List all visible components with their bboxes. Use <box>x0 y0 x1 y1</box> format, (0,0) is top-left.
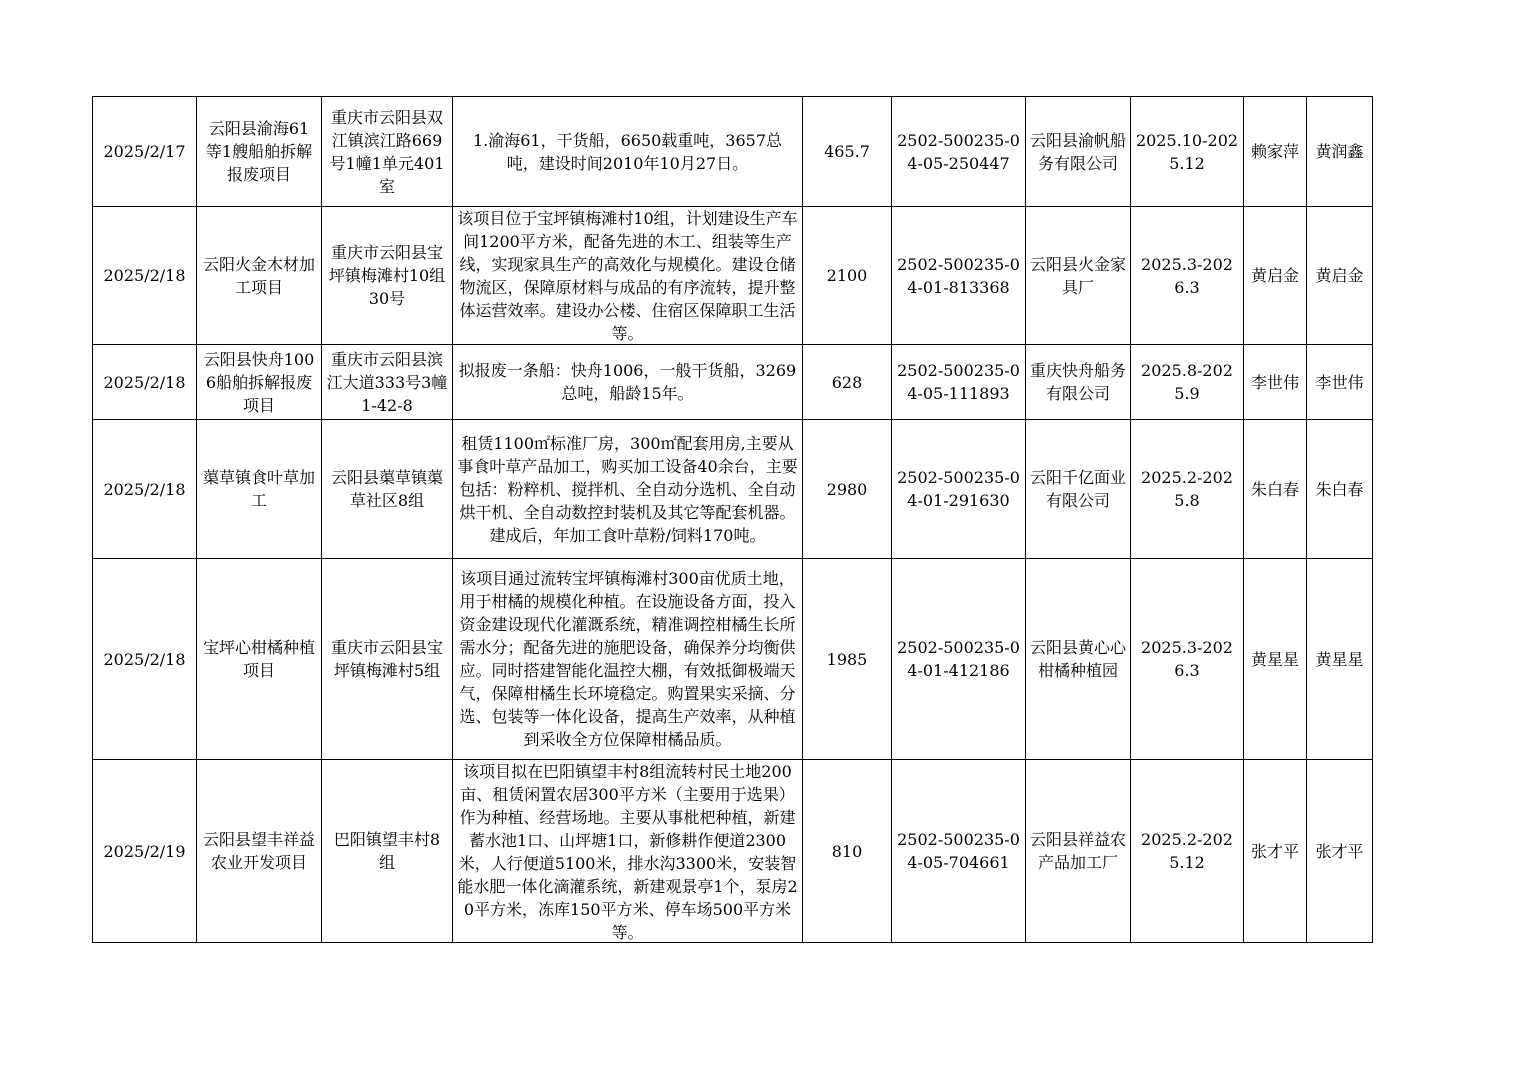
description-cell <box>453 345 803 420</box>
company-cell: 云阳千亿面业有限公司 <box>1026 420 1131 559</box>
date-cell: 2025/2/18 <box>93 345 197 420</box>
address-cell: 重庆市云阳县宝坪镇梅滩村5组 <box>322 559 453 760</box>
period-cell: 2025.2-2025.8 <box>1131 420 1244 559</box>
period-cell: 2025.8-2025.9 <box>1131 345 1244 420</box>
project-name-cell: 云阳县渝海61等1艘船舶拆解报废项目 <box>197 97 322 207</box>
table-row <box>93 207 1373 345</box>
investment-cell: 1985 <box>803 559 892 760</box>
investment-cell: 810 <box>803 760 892 943</box>
table-row <box>93 559 1373 760</box>
description-text: 该项目位于宝坪镇梅滩村10组，计划建设生产车间1200平方米，配备先进的木工、组装等生产线，实现家具生产的高效化与规模化。建设仓储物流区，保障原材料与成品的有序流转，提升整体运营效率。建设办公楼、住宿区保障职工生活等。 <box>457 209 798 343</box>
legal-person-cell: 黄星星 <box>1244 559 1307 760</box>
address-cell: 巴阳镇望丰村8组 <box>322 760 453 943</box>
period-cell: 2025.2-2025.12 <box>1131 760 1244 943</box>
address-cell: 云阳县蕖草镇蕖草社区8组 <box>322 420 453 559</box>
legal-person-cell: 赖家萍 <box>1244 97 1307 207</box>
description-text: 拟报废一条船：快舟1006，一般干货船，3269总吨，船龄15年。 <box>458 361 797 403</box>
contact-cell: 黄星星 <box>1307 559 1373 760</box>
description-cell <box>453 207 803 345</box>
description-text: 1.渝海61，干货船，6650载重吨，3657总吨，建设时间2010年10月27日。 <box>472 130 783 173</box>
legal-person-cell: 朱白春 <box>1244 420 1307 559</box>
legal-person-cell: 李世伟 <box>1244 345 1307 420</box>
description-cell <box>453 97 803 207</box>
investment-cell: 465.7 <box>803 97 892 207</box>
date-cell: 2025/2/18 <box>93 559 197 760</box>
project-code-cell: 2502-500235-04-05-704661 <box>892 760 1026 943</box>
date-cell: 2025/2/17 <box>93 97 197 207</box>
contact-cell: 张才平 <box>1307 760 1373 943</box>
date-cell: 2025/2/18 <box>93 420 197 559</box>
project-name-cell: 云阳火金木材加工项目 <box>197 207 322 345</box>
legal-person-cell: 张才平 <box>1244 760 1307 943</box>
period-cell: 2025.3-2026.3 <box>1131 559 1244 760</box>
project-name-cell: 云阳县快舟1006船舶拆解报废项目 <box>197 345 322 420</box>
description-cell <box>453 760 803 943</box>
company-cell: 云阳县火金家具厂 <box>1026 207 1131 345</box>
company-cell: 云阳县黄心心柑橘种植园 <box>1026 559 1131 760</box>
date-cell: 2025/2/19 <box>93 760 197 943</box>
table-row <box>93 420 1373 559</box>
legal-person-cell: 黄启金 <box>1244 207 1307 345</box>
project-code-cell: 2502-500235-04-01-813368 <box>892 207 1026 345</box>
project-name-cell: 宝坪心柑橘种植项目 <box>197 559 322 760</box>
project-code-cell: 2502-500235-04-01-291630 <box>892 420 1026 559</box>
description-cell <box>453 420 803 559</box>
description-text: 该项目拟在巴阳镇望丰村8组流转村民土地200亩、租赁闲置农居300平方米（主要用于选果）作为种植、经营场地。主要从事枇杷种植，新建蓄水池1口、山坪塘1口，新修耕作便道2300米，人行便道5100米，排水沟3300米，安装智能水肥一体化滴灌系统，新建观景亭1个，泵房20平方米，冻库150平方米、停车场500平方米等。 <box>457 762 798 942</box>
company-cell: 重庆快舟船务有限公司 <box>1026 345 1131 420</box>
table-row <box>93 760 1373 943</box>
description-text: 该项目通过流转宝坪镇梅滩村300亩优质土地，用于柑橘的规模化种植。在设施设备方面，投入资金建设现代化灌溉系统，精准调控柑橘生长所需水分；配备先进的施肥设备，确保养分均衡供应。同时搭建智能化温控大棚，有效抵御极端天气，保障柑橘生长环境稳定。购置果实采摘、分选、包装等一体化设备，提高生产效率，从种植到采收全方位保障柑橘品质。 <box>459 569 796 749</box>
address-cell: 重庆市云阳县宝坪镇梅滩村10组30号 <box>322 207 453 345</box>
company-cell: 云阳县渝帆船务有限公司 <box>1026 97 1131 207</box>
address-cell: 重庆市云阳县滨江大道333号3幢1-42-8 <box>322 345 453 420</box>
table-row <box>93 345 1373 420</box>
project-code-cell: 2502-500235-04-05-250447 <box>892 97 1026 207</box>
project-records-table <box>92 96 1373 943</box>
date-cell: 2025/2/18 <box>93 207 197 345</box>
contact-cell: 黄启金 <box>1307 207 1373 345</box>
address-cell: 重庆市云阳县双江镇滨江路669号1幢1单元401室 <box>322 97 453 207</box>
contact-cell: 李世伟 <box>1307 345 1373 420</box>
project-code-cell: 2502-500235-04-01-412186 <box>892 559 1026 760</box>
period-cell: 2025.10-2025.12 <box>1131 97 1244 207</box>
project-code-cell: 2502-500235-04-05-111893 <box>892 345 1026 420</box>
company-cell: 云阳县祥益农产品加工厂 <box>1026 760 1131 943</box>
table-row <box>93 97 1373 207</box>
investment-cell: 628 <box>803 345 892 420</box>
contact-cell: 朱白春 <box>1307 420 1373 559</box>
project-name-cell: 云阳县望丰祥益农业开发项目 <box>197 760 322 943</box>
period-cell: 2025.3-2026.3 <box>1131 207 1244 345</box>
investment-cell: 2980 <box>803 420 892 559</box>
contact-cell: 黄润鑫 <box>1307 97 1373 207</box>
description-cell <box>453 559 803 760</box>
project-name-cell: 蕖草镇食叶草加工 <box>197 420 322 559</box>
description-text: 租赁1100㎡标准厂房，300㎡配套用房,主要从事食叶草产品加工，购买加工设备40余台，主要包括：粉粹机、搅拌机、全自动分选机、全自动烘干机、全自动数控封装机及其它等配套机器。建成后，年加工食叶草粉/饲料170吨。 <box>457 433 798 545</box>
investment-cell: 2100 <box>803 207 892 345</box>
